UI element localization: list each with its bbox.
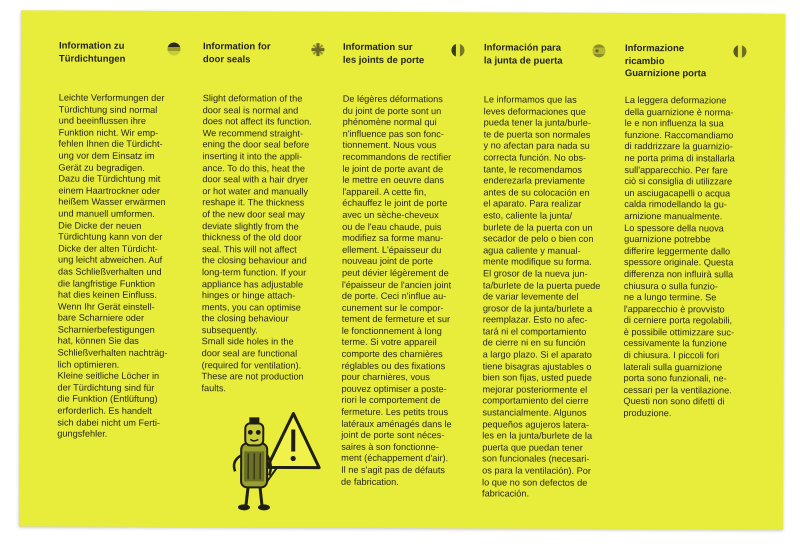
uk-flag-icon: [311, 43, 325, 57]
column-header: [625, 39, 751, 86]
column-title: Información para la junta de puerta: [483, 42, 563, 67]
column-title: Informazione ricambio Guarnizione porta: [624, 42, 707, 80]
column-header: [59, 37, 185, 84]
column-header: [343, 38, 469, 85]
column-title: Information for door seals: [202, 41, 271, 65]
column-body: Slight deformation of the door seal is normal and does not affect its function. We recommend straight- ening the door seal before inserting it into the appli- ance. To do this, heat the door seal with a hair dryer or hot water and manually reshape it. The thickness of the new door seal may deviate slightly from the thickness of the old door seal. This will not affect the closing behaviour and long-term function. If your appliance has adjustable hinges or hinge attach- ments, you can optimise the closing behaviour subsequently. Small side holes in the door seal are functional (required for ventilation). These are not production faults.: [201, 93, 312, 394]
es-flag-icon: [592, 44, 606, 58]
column-header: [484, 38, 610, 85]
column-title: Information sur les joints de porte: [342, 41, 425, 66]
column-spanish: [482, 38, 610, 500]
mascot-warning-sign-icon: [215, 405, 327, 515]
column-body: La leggera deformazione della guarnizione è norma- le e non influenza la sua funzione. Raccomandiamo di raddrizzare la guarnizio- ne porta prima di installarla sull'apparecchio. Per fare ciò si consiglia di utilizzare un asciugacapelli o acqua calda rimodellando la gu- arnizione manualmente. Lo spessore della nuova guarnizione potrebbe differire leggermente dallo spessore originale. Questa differenza non influirà sulla chiusura o sulla funzio- ne a lungo termine. Se l'apparecchio è provvisto di cerniere porta regolabili, è possibile ottimizzare suc- cessivamente la funzione di chiusura. I piccoli fori laterali sulla guarnizione porta sono funzionali, ne- cessari per la ventilazione. Questi non sono difetti di produzione.: [623, 94, 735, 419]
column-english: [201, 37, 329, 395]
column-german: [57, 37, 185, 441]
leaflet-sheet: [19, 10, 785, 529]
column-italian: [623, 39, 751, 420]
it-flag-icon: [733, 44, 747, 58]
column-french: [341, 38, 469, 489]
de-flag-icon: [167, 42, 181, 56]
fr-flag-icon: [451, 43, 465, 57]
column-body: De légères déformations du joint de porte sont un phénomène normal qui n'influence pas son fonc- tionnement. Nous vous recommandons de rectifier le joint de porte avant de le mettre en oeuvre dans l'appareil. A cette fin, échauffez le joint de porte avec un sèche-cheveux ou de l'eau chaude, puis modifiez sa forme manu- ellement. L'épaisseur du nouveau joint de porte peut dévier légèrement de l'épaisseur de l'ancien joint de porte. Ceci n'influe au- cunement sur le compor- tement de fermeture et sur le fonctionnement à long terme. Si votre appareil comporte des charnières réglables ou des fixations pour charnières, vous pouvez optimiser a poste- riori le comportement de fermeture. Les petits trous latéraux aménagés dans le joint de porte sont néces- saires à son fonctionne- ment (échappement d'air). Il ne s'agit pas de défauts de fabrication.: [341, 93, 452, 487]
column-body: Le informamos que las leves deformaciones que pueda tener la junta/burle- te de puerta son normales y no afectan para nada su correcta función. No obs- tante, le recomendamos enderezarla previamente antes de su colocación en el aparato. Para realizar esto, caliente la junta/ burlete de la puerta con un secador de pelo o bien con agua caliente y manual- mente modifique su forma. El grosor de la nueva jun- ta/burlete de la puerta puede de variar levemente del grosor de la junta/burlete a reemplazar. Esto no afec- tará ni el comportamiento de cierre ni en su función a largo plazo. Si el aparato tiene bisagras ajustables o bien son fijas, usted puede mejorar posteriormente el comportamiento del cierre sustancialmente. Algunos pequeños agujeros latera- les en la junta/burlete de la puerta que puedan tener son funcionales (necesari- os para la ventilación). Por lo que no son defectos de fabricación.: [482, 94, 601, 499]
column-header: [203, 37, 329, 84]
column-body: Leichte Verformungen der Türdichtung sind normal und beeinflussen ihre Funktion nicht. Wir emp- fehlen Ihnen die Türdicht- ung vor dem Einsatz im Gerät zu begradigen. Dazu die Türdichtung mit einem Haartrockner oder heißem Wasser erwärmen und manuell umformen. Die Dicke der neuen Türdichtung kann von der Dicke der alten Türdicht- ung leicht abweichen. Auf das Schließverhalten und die langfristige Funktion hat dies keinen Einfluss. Wenn Ihr Gerät einstell- bare Scharniere oder Scharnierbefestigungen hat, können Sie das Schließverhalten nachträg- lich optimieren. Kleine seitliche Löcher in der Türdichtung sind für die Funktion (Entlüftung) erforderlich. Es handelt sich dabei nicht um Ferti- gungsfehler.: [57, 92, 168, 439]
column-title: Information zu Türdichtungen: [58, 40, 126, 65]
